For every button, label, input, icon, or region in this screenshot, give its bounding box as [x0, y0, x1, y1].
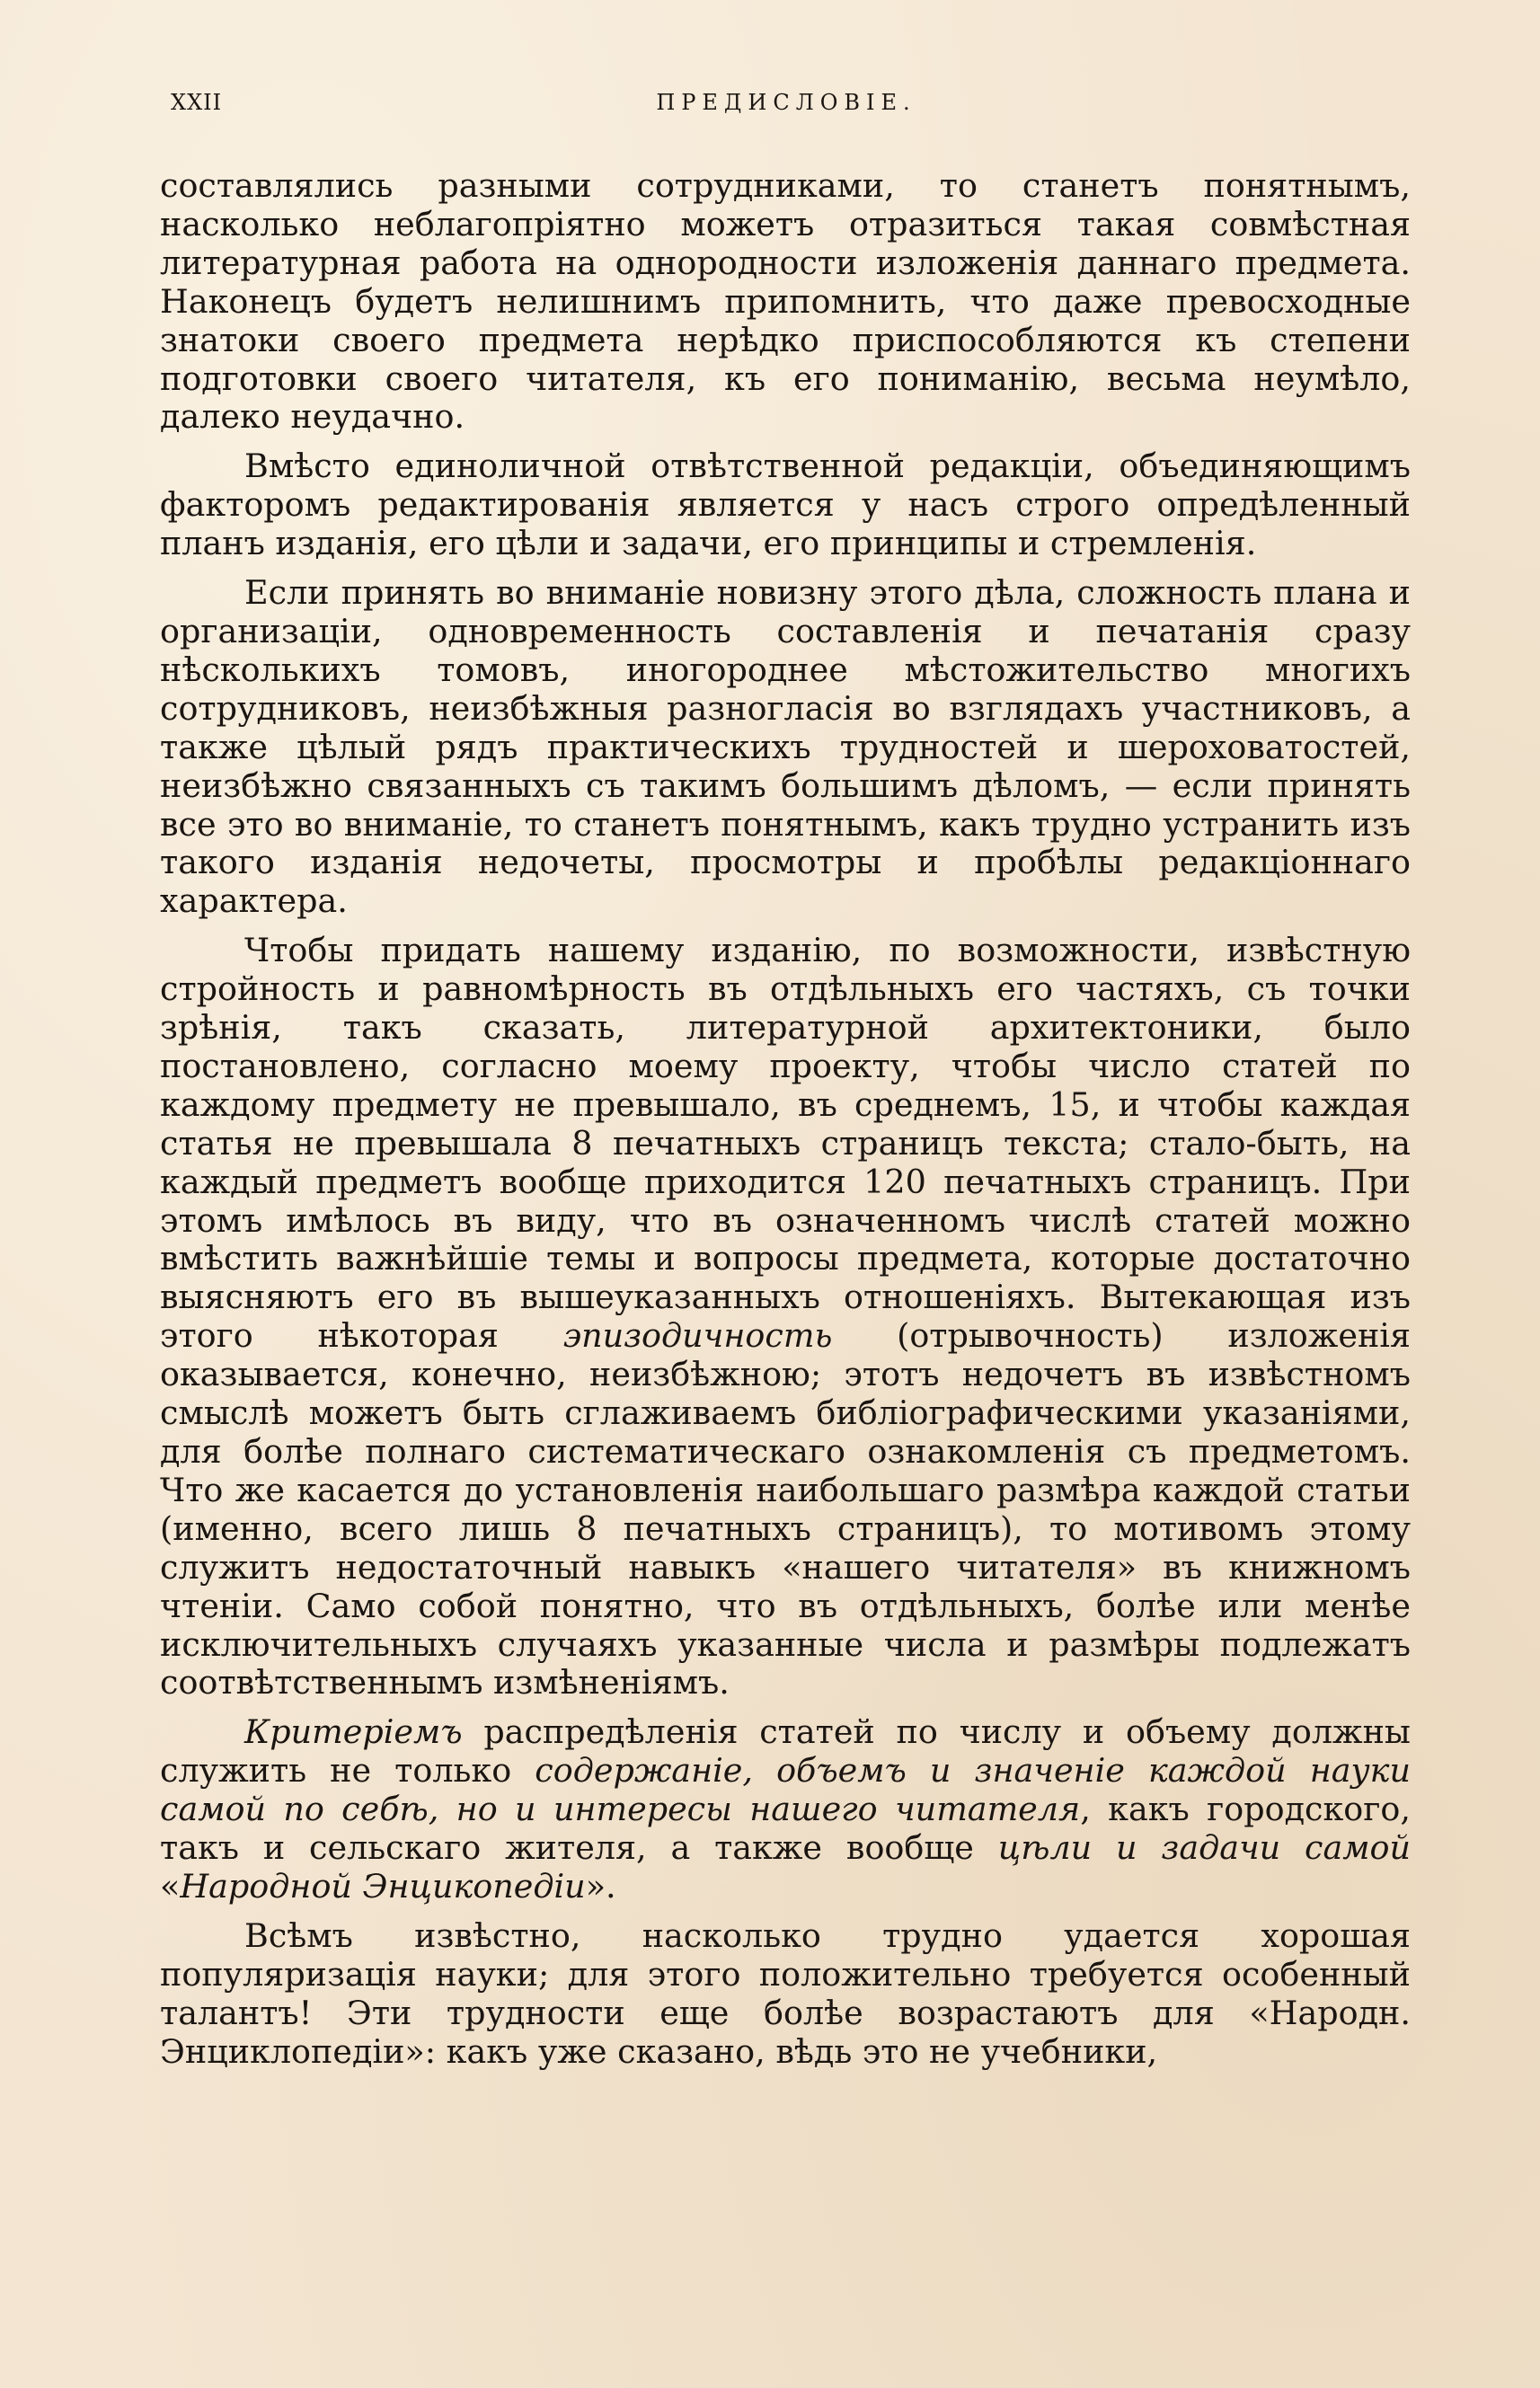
paragraph — [160, 574, 1411, 921]
paragraph — [160, 167, 1411, 437]
italic-run: Народной Энцикопедіи — [180, 1866, 586, 1906]
text-run: Чтобы придать нашему изданію, по возможности, извѣстную стройность и равномѣрность въ отдѣльныхъ его частяхъ, съ точки зрѣнія, такъ сказать, литературной архитектоники, было постановлено, согласно моему проекту, чтобы число статей по каждому предмету не превышало, въ среднемъ, 15, и чтобы каждая статья не превышала 8 печатныхъ страницъ текста; стало-быть, на каждый предметъ вообще приходится 120 печатныхъ страницъ. При этомъ имѣлось въ виду, что въ означенномъ числѣ статей можно вмѣстить важнѣйшіе темы и вопросы предмета, которые достаточно выясняютъ его въ вышеуказанныхъ отношеніяхъ. Вытекающая изъ этого нѣкоторая — [160, 931, 1411, 1356]
text-run: Всѣмъ извѣстно, насколько трудно удается хорошая популяризація науки; для этого положительно требуется особенный талантъ! Эти трудности еще болѣе возрастаютъ для «Народн. Энциклопедіи»: какъ уже сказано, вѣдь это не учебники, — [160, 1915, 1411, 2071]
body-text — [160, 167, 1411, 2083]
paragraph — [160, 1917, 1411, 2072]
italic-run: эпизодичность — [562, 1316, 833, 1356]
running-title: ПРЕДИСЛОВІЕ. — [656, 90, 916, 115]
text-run: (отрывочность) изложенія оказывается, конечно, неизбѣжною; этотъ недочетъ въ извѣстномъ смыслѣ можетъ быть сглаживаемъ библіографическими указаніями, для болѣе полнаго систематическаго ознакомленія съ предметомъ. Что же касается до установленія наибольшаго размѣра каждой статьи (именно, всего лишь 8 печатныхъ страницъ), то мотивомъ этому служитъ недостаточный навыкъ «нашего читателя» въ книжномъ чтеніи. Само собой понятно, что въ отдѣльныхъ, болѣе или менѣе исключительныхъ случаяхъ указанные числа и размѣры подлежатъ соотвѣтственнымъ измѣненіямъ. — [160, 1316, 1411, 1703]
text-run: , какъ городского, такъ и сельскаго жителя, а также вообще — [160, 1790, 1411, 1868]
paragraph — [160, 932, 1411, 1703]
text-run: Если принять во вниманіе новизну этого дѣла, сложность плана и организаціи, одновременность составленія и печатанія сразу нѣсколькихъ томовъ, иногороднее мѣстожительство многихъ сотрудниковъ, неизбѣжныя разногласія во взглядахъ участниковъ, а также цѣлый рядъ практическихъ трудностей и шероховатостей, неизбѣжно связанныхъ съ такимъ большимъ дѣломъ, — если принять все это во вниманіе, то станетъ понятнымъ, какъ трудно устранить изъ такого изданія недочеты, просмотры и пробѣлы редакціоннаго характера. — [160, 573, 1411, 921]
text-run: распредѣленія статей по числу и объему должны служить не только — [160, 1712, 1411, 1791]
page-number: XXII — [171, 90, 223, 115]
italic-run: Критеріемъ — [244, 1712, 463, 1752]
paragraph — [160, 1713, 1411, 1906]
running-head — [162, 90, 1411, 126]
italic-run: содержаніе, объемъ и значеніе каждой науки самой по себѣ, но и интересы нашего читателя — [160, 1751, 1411, 1829]
text-run: Вмѣсто единоличной отвѣтственной редакціи, объединяющимъ факторомъ редактированія является у насъ строго опредѣленный планъ изданія, его цѣли и задачи, его принципы и стремленія. — [160, 447, 1411, 563]
text-run: составлялись разными сотрудниками, то станетъ понятнымъ, насколько неблагопріятно можетъ отразиться такая совмѣстная литературная работа на однородности изложенія даннаго предмета. Наконецъ будетъ нелишнимъ припомнить, что даже превосходные знатоки своего предмета нерѣдко приспособляются къ степени подготовки своего читателя, къ его пониманію, весьма неумѣло, далеко неудачно. — [160, 166, 1411, 437]
paragraph — [160, 447, 1411, 563]
text-run: ». — [585, 1866, 616, 1906]
text-run: « — [160, 1866, 181, 1906]
italic-run: цѣли и задачи самой — [997, 1828, 1411, 1868]
